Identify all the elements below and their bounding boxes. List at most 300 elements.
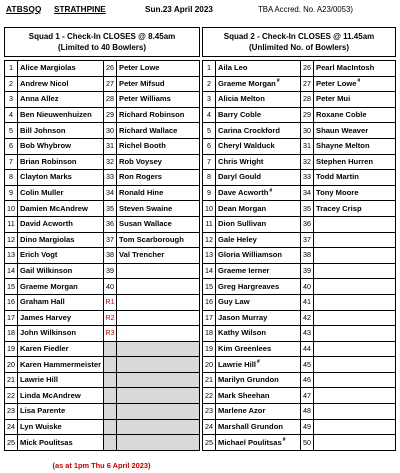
bowler-number (5, 388, 18, 404)
table-row (5, 279, 200, 295)
bowler-number-text: 3 (9, 94, 13, 104)
table-row (203, 61, 396, 77)
table-row (5, 263, 200, 279)
bowler-name-text: Graeme Morgan (218, 78, 276, 88)
bowler-number-text: 22 (205, 390, 213, 400)
bowler-number-text: 20 (7, 359, 15, 369)
bowler-name (216, 138, 301, 154)
bowler-number-text: 24 (205, 421, 213, 431)
bowler-name-text: Peter Lowe (316, 78, 357, 88)
squad-2-rows (203, 61, 396, 451)
bowler-number-text: 36 (303, 219, 311, 229)
bowler-number-text: 34 (106, 188, 114, 198)
bowler-number-text: 5 (9, 125, 13, 135)
bowler-name-text: Barry Coble (218, 110, 262, 120)
bowler-name-text: Dean Morgan (218, 203, 267, 213)
bowler-number-text: 17 (7, 312, 15, 322)
handicap-mark: # (256, 359, 260, 366)
bowler-name (117, 92, 200, 108)
bowler-number-text: 25 (7, 437, 15, 447)
table-row (203, 201, 396, 217)
bowler-number (5, 294, 18, 310)
bowler-name-text: Gail Wilkinson (20, 266, 73, 276)
bowler-name (18, 263, 104, 279)
bowler-name-text: Colin Muller (20, 188, 64, 198)
bowler-number (5, 279, 18, 295)
bowler-name (216, 76, 301, 92)
bowler-name-text: Lawrie Hill (218, 359, 256, 369)
bowler-number-text: 32 (303, 156, 311, 166)
table-row (5, 294, 200, 310)
bowler-name-text: Clayton Marks (20, 172, 72, 182)
bowler-name (216, 435, 301, 451)
bowler-number-text: 48 (303, 406, 311, 416)
bowler-number (301, 310, 314, 326)
bowler-name-text: Stephen Hurren (316, 156, 373, 166)
bowler-number (5, 435, 18, 451)
bowler-number (104, 61, 117, 77)
bowler-name (18, 279, 104, 295)
bowler-name (314, 61, 396, 77)
bowler-number-text: 11 (205, 219, 213, 229)
bowler-number (104, 404, 117, 420)
bowler-name-text: Karen Hammermeister (20, 359, 102, 369)
bowler-name (18, 419, 104, 435)
bowler-number (5, 185, 18, 201)
bowler-number (203, 263, 216, 279)
bowler-name-text: Tracey Crisp (316, 203, 362, 213)
bowler-number-text: 37 (106, 234, 114, 244)
bowler-name (117, 216, 200, 232)
bowler-name-text: Carina Crockford (218, 125, 281, 135)
bowler-name-text: Graeme Morgan (20, 281, 78, 291)
bowler-name-text: Michael Poulitsas (218, 437, 282, 447)
bowler-name-text: Shaun Weaver (316, 125, 369, 135)
reserve-number (104, 310, 117, 326)
bowler-number-text: 29 (106, 110, 114, 120)
bowler-name-text: Alicia Melton (218, 94, 265, 104)
squad-2-title (203, 28, 396, 57)
bowler-name (314, 341, 396, 357)
bowler-number (301, 357, 314, 373)
bowler-name (117, 201, 200, 217)
bowler-name (216, 372, 301, 388)
bowler-name (216, 388, 301, 404)
reserve-number-text: R1 (105, 297, 115, 307)
table-row (5, 76, 200, 92)
bowler-number-text: 26 (106, 63, 114, 73)
bowler-name-text: Richel Booth (119, 141, 166, 151)
bowler-number-text: 8 (9, 172, 13, 182)
bowler-name-text: Susan Wallace (119, 219, 172, 229)
bowler-name-text: Peter Mui (316, 94, 351, 104)
bowler-number-text: 38 (106, 250, 114, 260)
bowler-name (117, 404, 200, 420)
table-row (5, 201, 200, 217)
bowler-number (5, 170, 18, 186)
table-row (203, 185, 396, 201)
bowler-number (203, 154, 216, 170)
bowler-name (314, 138, 396, 154)
table-row (5, 216, 200, 232)
bowler-name (117, 248, 200, 264)
bowler-name (314, 216, 396, 232)
bowler-name-text: Ben Nieuwenhuizen (20, 110, 92, 120)
bowler-number (104, 201, 117, 217)
table-row (5, 123, 200, 139)
bowler-number (301, 123, 314, 139)
bowler-name (117, 419, 200, 435)
bowler-name (18, 170, 104, 186)
table-row (5, 232, 200, 248)
bowler-name (216, 92, 301, 108)
bowler-number (301, 185, 314, 201)
table-row (203, 248, 396, 264)
bowler-name (117, 263, 200, 279)
bowler-name-text: Damien McAndrew (20, 203, 88, 213)
bowler-number-text: 11 (7, 219, 15, 229)
squad-1-table (4, 27, 200, 451)
bowler-name-text: Graham Hall (20, 297, 65, 307)
bowler-name (314, 170, 396, 186)
bowler-number-text: 19 (7, 343, 15, 353)
bowler-name (216, 170, 301, 186)
bowler-number-text: 30 (303, 125, 311, 135)
bowler-name (18, 341, 104, 357)
bowler-name-text: Graeme Ierner (218, 266, 270, 276)
bowler-name (117, 388, 200, 404)
table-row (5, 326, 200, 342)
bowler-name (216, 310, 301, 326)
squad-1-rows (5, 61, 200, 451)
bowler-name (18, 123, 104, 139)
bowler-number (104, 388, 117, 404)
bowler-number-text: 41 (303, 297, 311, 307)
table-row (203, 404, 396, 420)
bowler-name (117, 310, 200, 326)
bowler-number (5, 341, 18, 357)
bowler-number-text: 49 (303, 421, 311, 431)
bowler-name-text: Brian Robinson (20, 156, 77, 166)
table-row (203, 263, 396, 279)
bowler-number (203, 123, 216, 139)
bowler-number-text: 37 (303, 234, 311, 244)
bowler-number-text: 6 (9, 141, 13, 151)
table-row (203, 310, 396, 326)
bowler-name-text: Peter Williams (119, 94, 171, 104)
bowler-number-text: 23 (7, 406, 15, 416)
bowler-number-text: 10 (7, 203, 15, 213)
bowler-number-text: 36 (106, 219, 114, 229)
bowler-name (18, 92, 104, 108)
document-header (4, 3, 396, 17)
bowler-number (5, 232, 18, 248)
bowler-number (203, 76, 216, 92)
table-row (5, 170, 200, 186)
bowler-name (117, 107, 200, 123)
bowler-name (18, 404, 104, 420)
handicap-mark: # (357, 78, 361, 85)
bowler-number (203, 216, 216, 232)
bowler-name (314, 279, 396, 295)
table-row (5, 138, 200, 154)
bowler-number-text: 40 (106, 281, 114, 291)
bowler-number (5, 154, 18, 170)
bowler-number (5, 326, 18, 342)
bowler-name-text: Richard Robinson (119, 110, 185, 120)
bowler-name (314, 232, 396, 248)
bowler-number (301, 92, 314, 108)
bowler-name (314, 92, 396, 108)
bowler-name-text: Jason Murray (218, 312, 268, 322)
bowler-number-text: 42 (303, 312, 311, 322)
bowler-number (104, 216, 117, 232)
bowler-name (216, 201, 301, 217)
bowler-number-text: 23 (205, 406, 213, 416)
bowler-name (117, 435, 200, 451)
bowler-number-text: 4 (9, 110, 13, 120)
bowler-number-text: 7 (9, 156, 13, 166)
bowler-number-text: 29 (303, 110, 311, 120)
bowler-number (301, 107, 314, 123)
bowler-number (301, 341, 314, 357)
table-row (203, 419, 396, 435)
bowler-number-text: 28 (303, 94, 311, 104)
accreditation-number: TBA Accred. No. A23/0053) (258, 5, 353, 14)
bowler-name-text: David Acworth (20, 219, 73, 229)
bowler-number (5, 263, 18, 279)
bowler-name-text: Alice Margiolas (20, 63, 76, 73)
bowler-number (104, 76, 117, 92)
bowler-number (301, 170, 314, 186)
handicap-mark: # (269, 187, 273, 194)
organisation-name: ATBSQQ (6, 5, 42, 14)
bowler-number (203, 326, 216, 342)
bowler-number-text: 21 (205, 375, 213, 385)
bowler-number-text: 39 (106, 266, 114, 276)
table-row (5, 92, 200, 108)
bowler-name-text: Marilyn Grundon (218, 375, 279, 385)
bowler-number (203, 357, 216, 373)
bowler-number (203, 435, 216, 451)
bowler-name (216, 123, 301, 139)
bowler-number-text: 32 (106, 156, 114, 166)
bowler-name-text: Pearl MacIntosh (316, 63, 375, 73)
bowler-number-text: 24 (7, 421, 15, 431)
bowler-number-text: 18 (205, 328, 213, 338)
bowler-number (203, 294, 216, 310)
bowler-number (203, 388, 216, 404)
bowler-name (117, 279, 200, 295)
bowler-number (203, 170, 216, 186)
bowler-number (301, 76, 314, 92)
table-row (5, 310, 200, 326)
bowler-name (216, 263, 301, 279)
bowler-number (104, 170, 117, 186)
squad-2-table (202, 27, 396, 451)
bowler-number-text: 1 (207, 63, 211, 73)
bowler-number-text: 26 (303, 63, 311, 73)
bowler-number (203, 107, 216, 123)
bowler-number (104, 138, 117, 154)
bowler-number (203, 279, 216, 295)
bowler-name-text: Mark Sheehan (218, 390, 270, 400)
bowler-name (314, 404, 396, 420)
bowler-name-text: Guy Law (218, 297, 250, 307)
reserve-number-text: R2 (105, 312, 115, 322)
bowler-number (104, 248, 117, 264)
table-row (203, 123, 396, 139)
bowler-name-text: Kathy Wilson (218, 328, 267, 338)
bowler-number-text: 33 (303, 172, 311, 182)
bowler-number-text: 15 (205, 281, 213, 291)
bowler-name-text: Lisa Parente (20, 406, 66, 416)
bowler-name-text: Daryl Gould (218, 172, 262, 182)
bowler-number (301, 404, 314, 420)
bowler-number (104, 232, 117, 248)
bowler-number (203, 92, 216, 108)
bowler-name (216, 279, 301, 295)
bowler-name-text: Shayne Melton (316, 141, 370, 151)
bowler-number (104, 263, 117, 279)
bowler-name-text: Tom Scarborough (119, 234, 184, 244)
bowler-number-text: 27 (303, 78, 311, 88)
table-row (203, 435, 396, 451)
bowler-number-text: 14 (205, 266, 213, 276)
bowler-name-text: Todd Martin (316, 172, 359, 182)
table-row (203, 326, 396, 342)
bowler-name-text: Dion Sullivan (218, 219, 267, 229)
bowler-number-text: 45 (303, 359, 311, 369)
bowler-number (203, 404, 216, 420)
as-at-footnote: (as at 1pm Thu 6 April 2023) (52, 461, 151, 470)
bowler-number (5, 216, 18, 232)
bowler-name (117, 170, 200, 186)
bowler-name-text: Gloria Williamson (218, 250, 283, 260)
bowler-number-text: 35 (106, 203, 114, 213)
bowler-number-text: 5 (207, 125, 211, 135)
reserve-number-text: R3 (105, 328, 115, 338)
bowler-number-text: 19 (205, 343, 213, 353)
table-row (5, 372, 200, 388)
bowler-number (104, 107, 117, 123)
bowler-number-text: 28 (106, 94, 114, 104)
bowler-name (18, 185, 104, 201)
bowler-number-text: 46 (303, 375, 311, 385)
bowler-name (314, 372, 396, 388)
table-row (5, 404, 200, 420)
bowler-name (314, 310, 396, 326)
bowler-number (301, 372, 314, 388)
bowler-number (301, 388, 314, 404)
table-row (203, 107, 396, 123)
venue-name: STRATHPINE (54, 5, 106, 14)
bowler-number-text: 12 (205, 234, 213, 244)
bowler-name-text: Rob Voysey (119, 156, 162, 166)
bowler-name (216, 61, 301, 77)
bowler-number (5, 138, 18, 154)
bowler-number-text: 44 (303, 343, 311, 353)
table-row (5, 185, 200, 201)
bowler-name (117, 138, 200, 154)
bowler-name (314, 263, 396, 279)
bowler-name (117, 326, 200, 342)
bowler-number (104, 341, 117, 357)
bowler-number-text: 13 (205, 250, 213, 260)
bowler-number-text: 1 (9, 63, 13, 73)
bowler-number-text: 17 (205, 312, 213, 322)
bowler-number (203, 372, 216, 388)
bowler-number (104, 419, 117, 435)
bowler-number-text: 16 (205, 297, 213, 307)
handicap-mark: # (282, 437, 286, 444)
bowler-name (216, 107, 301, 123)
bowler-name-text: Val Trencher (119, 250, 165, 260)
bowler-number (5, 419, 18, 435)
bowler-name (117, 154, 200, 170)
bowler-name (314, 248, 396, 264)
bowler-number (203, 248, 216, 264)
bowler-number (5, 404, 18, 420)
table-row (203, 294, 396, 310)
bowler-number-text: 15 (7, 281, 15, 291)
bowler-name-text: Peter Lowe (119, 63, 160, 73)
bowler-number-text: 4 (207, 110, 211, 120)
bowler-number (5, 76, 18, 92)
bowler-name (314, 326, 396, 342)
bowler-number (301, 263, 314, 279)
bowler-number-text: 8 (207, 172, 211, 182)
bowler-name (216, 404, 301, 420)
bowler-number (5, 372, 18, 388)
table-row (203, 154, 396, 170)
reserve-number (104, 294, 117, 310)
bowler-name (117, 185, 200, 201)
bowler-number (5, 123, 18, 139)
bowler-number-text: 50 (303, 437, 311, 447)
bowler-name-text: Ron Rogers (119, 172, 163, 182)
bowler-name (216, 216, 301, 232)
bowler-name-text: Gale Heley (218, 234, 257, 244)
bowler-name-text: Marlene Azor (218, 406, 266, 416)
bowler-name-text: Erich Vogt (20, 250, 58, 260)
bowler-name-text: Andrew Nicol (20, 78, 69, 88)
bowler-number-text: 18 (7, 328, 15, 338)
bowler-name (314, 154, 396, 170)
bowler-number (5, 248, 18, 264)
bowler-number (203, 341, 216, 357)
table-row (5, 61, 200, 77)
bowler-name-text: Dave Acworth (218, 188, 269, 198)
bowler-name (314, 123, 396, 139)
table-row (5, 435, 200, 451)
bowler-name-text: Kim Greenlees (218, 343, 272, 353)
bowler-number (104, 123, 117, 139)
bowler-number-text: 13 (7, 250, 15, 260)
table-row (203, 357, 396, 373)
bowler-name-text: Karen Fiedler (20, 343, 69, 353)
event-date: Sun.23 April 2023 (145, 5, 213, 14)
bowler-number (5, 357, 18, 373)
bowler-number (5, 92, 18, 108)
bowler-name (314, 435, 396, 451)
bowler-number-text: 12 (7, 234, 15, 244)
bowler-number-text: 43 (303, 328, 311, 338)
bowler-number (104, 185, 117, 201)
bowler-number-text: 7 (207, 156, 211, 166)
bowler-number-text: 2 (207, 78, 211, 88)
bowler-name (18, 388, 104, 404)
